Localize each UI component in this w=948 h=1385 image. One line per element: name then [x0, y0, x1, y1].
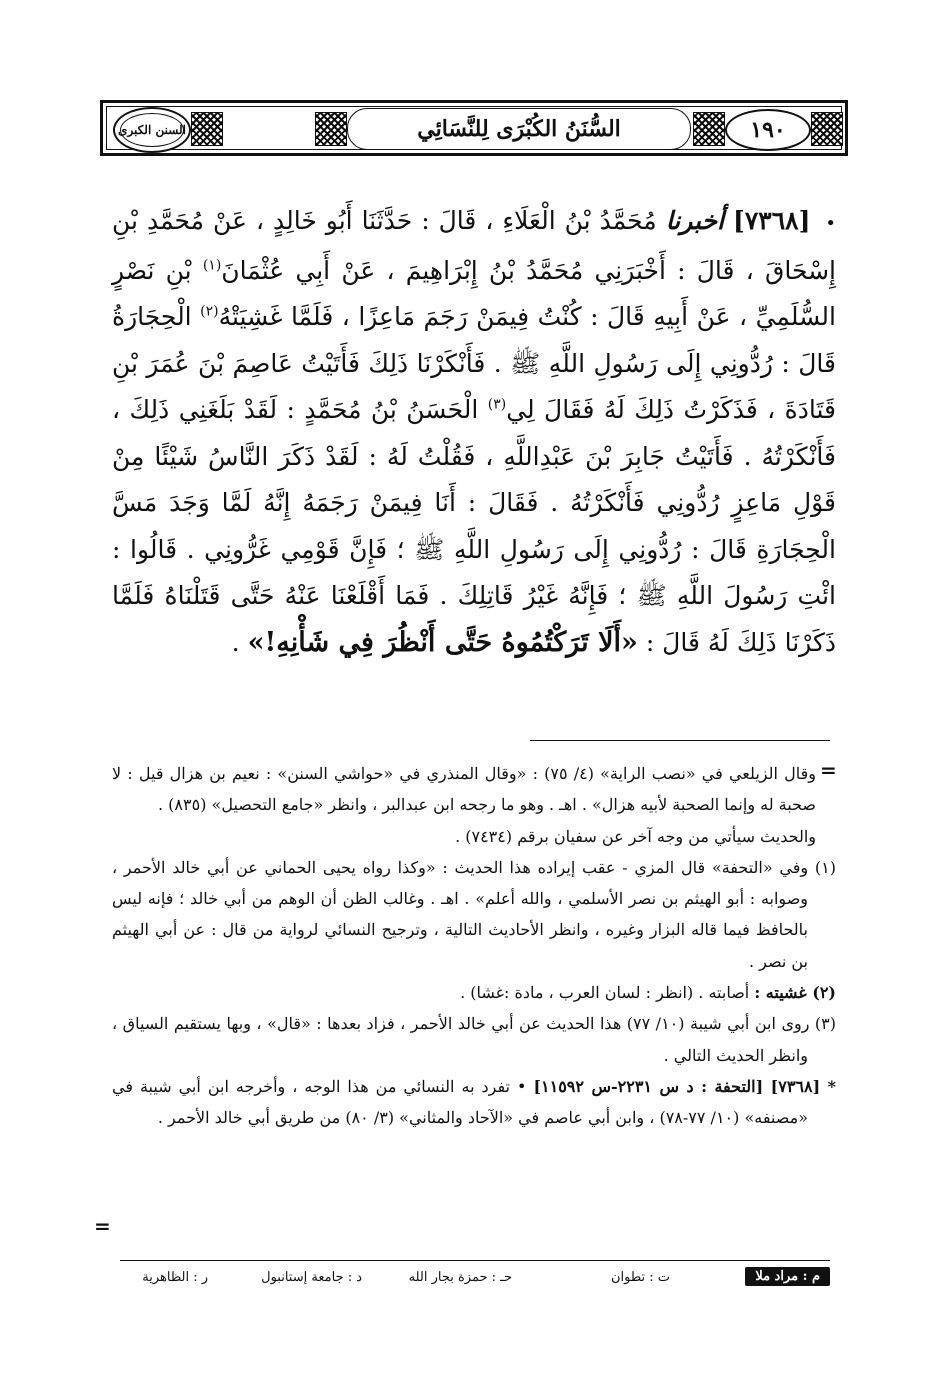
siglum-r: ر : الظاهرية: [142, 1270, 208, 1285]
ornament-icon: [315, 112, 347, 146]
footnote-marker-3: (٣): [487, 396, 507, 413]
siglum-badge: م : مراد ملا: [745, 1267, 830, 1286]
hadith-body-1: مُحَمَّدُ بْنُ الْعَلَاءِ ، قَالَ : حَدَّثَنَا أَبُو خَالِدٍ ، عَنْ مُحَمَّدِ بْنِ إِسْحَاقَ ، قَالَ : أَخْبَرَنِي مُحَمَّدُ بْنُ إِبْرَاهِيمَ ، عَنْ أَبِي عُثْمَانَ: [112, 206, 837, 285]
footnote-continued-2: والحديث سيأتي من وجه آخر عن سفيان برقم (٧٤٣٤) .: [455, 826, 816, 846]
akhbarana-word: أخبرنا: [665, 206, 725, 235]
book-emblem-icon: [113, 107, 191, 153]
continuation-mark-end: =: [94, 1214, 111, 1238]
book-title: السُّنَنُ الكُبْرَى لِلنَّسَائِي: [347, 108, 691, 150]
hadith-body-2: بْنِ نَصْرٍ السُّلَمِيِّ ، عَنْ أَبِيهِ قَالَ : كُنْتُ فِيمَنْ رَجَمَ مَاعِزًا ، فَلَمَّا غَشِيَتْهُ: [112, 255, 836, 331]
siglum-t: ت : تطوان: [610, 1270, 670, 1285]
page-number: ١٩٠: [725, 109, 811, 151]
footnote-3: (٣) روى ابن أبي شيبة (١٠/ ٧٧) هذا الحديث عن أبي خالد الأحمر ، فزاد بعدها : «قال» ، وبها يستقيم السياق ، وانظر الحديث التالي .: [112, 1014, 836, 1065]
sigla-separator: [120, 1260, 830, 1261]
footnote-2-text: أصابته . (انظر : لسان العرب ، مادة :غشا) .: [460, 983, 750, 1003]
hadith-paragraph: [112, 198, 836, 666]
hadith-body-4: الْحَسَنُ بْنُ مُحَمَّدٍ : لَقَدْ بَلَغَنِي ذَلِكَ ، فَأَنْكَرْتُهُ . فَأَتَيْتُ جَابِرَ بْنَ عَبْدِاللَّهِ ، فَقُلْتُ لَهُ : لَقَدْ ذَكَرَ النَّاسُ شَيْئًا مِنْ قَوْلِ مَاعِزٍ رُدُّونِي فَأَنْكَرْتُهُ . فَقَالَ : أَنَا فِيمَنْ رَجَمَهُ إِنَّهُ لَمَّا وَجَدَ مَسَّ الْحِجَارَةِ قَالَ : رُدُّونِي إِلَى رَسُولِ اللَّهِ ﷺ ؛ فَإِنَّ قَوْمِي غَرُّونِي . قَالُوا : ائْتِ رَسُولَ اللَّهِ ﷺ ؛ فَإِنَّهُ غَيْرُ قَاتِلِكَ . فَمَا أَقْلَعْنَا عَنْهُ حَتَّى قَتَلْنَاهُ فَلَمَّا ذَكَرْنَا ذَلِكَ لَهُ قَالَ :: [112, 395, 836, 657]
continuation-mark: =: [820, 758, 837, 782]
prophetic-quote: «أَلَا تَرَكْتُمُوهُ حَتَّى أَنْظُرَ فِي شَأْنِهِ!»: [247, 626, 638, 658]
footnote-1: (١) وفي «التحفة» قال المزي - عقب إيراده هذا الحديث : «وكذا رواه يحيى الحماني عن أبي خالد الأحمر ، وصوابه : أبو الهيثم بن نصر الأسلمي ، والله أعلم» . اهـ . وغالب الظن أن الوهم من أبي خالد ؛ فإنه ليس بالحافظ فيما قاله البزار وغيره ، وانظر الأحاديث التالية ، وترجيح النسائي لرواية من قال : عن أبي الهيثم بن نصر .: [112, 857, 836, 971]
siglum-d: د : جامعة إستانبول: [261, 1270, 362, 1285]
footnote-marker-1: (١): [202, 257, 222, 274]
hadith-number: [٧٣٦٨]: [733, 206, 811, 235]
footnote-2-label: (٢) غشيته :: [754, 983, 836, 1003]
siglum-h: حـ : حمزة بجار الله: [408, 1270, 512, 1285]
running-header: [100, 100, 848, 156]
footnote-continued: وقال الزيلعي في «نصب الراية» (٤/ ٧٥) : «وقال المنذري في «حواشي السنن» : نعيم بن هزال قيل : لا صحبة له وإنما الصحبة لأبيه هزال» . اهـ . وهو ما رجحه ابن عبدالبر ، وانظر «جامع التحصيل» (٨٣٥) .: [112, 764, 816, 815]
footnote-marker-2: (٢): [200, 303, 219, 320]
takhrij-label: * [٧٣٦٨] [التحفة : د س ٢٢٣١-س ١١٥٩٢]: [533, 1076, 837, 1096]
main-text: [112, 198, 836, 666]
bullet-icon: •: [825, 213, 837, 234]
ornament-icon: [811, 112, 843, 146]
emblem-text: السنن الكبرى: [118, 123, 186, 137]
hadith-body-3: الْحِجَارَةُ قَالَ : رُدُّونِي إِلَى رَسُولِ اللَّهِ ﷺ . فَأَنْكَرْنَا ذَلِكَ فَأَتَيْتُ عَاصِمَ بْنَ عُمَرَ بْنِ قَتَادَةَ ، فَذَكَرْتُ ذَلِكَ لَهُ فَقَالَ لِي: [112, 302, 836, 424]
takhrij-note: [112, 1071, 836, 1134]
manuscript-sigla: [120, 1264, 830, 1294]
footnotes: [112, 758, 836, 1134]
takhrij-text: • تفرد به النسائي من هذا الوجه ، وأخرجه ابن أبي شيبة في «مصنفه» (١٠/ ٧٧-٧٨) ، وابن أبي عاصم في «الآحاد والمثاني» (٣/ ٨٠) من طريق أبي خالد الأحمر .: [112, 1076, 808, 1128]
hadith-end: .: [231, 627, 240, 657]
footnote-2: [112, 977, 836, 1008]
footnote-separator: [530, 740, 830, 741]
ornament-icon: [191, 112, 223, 146]
ornament-icon: [693, 112, 725, 146]
